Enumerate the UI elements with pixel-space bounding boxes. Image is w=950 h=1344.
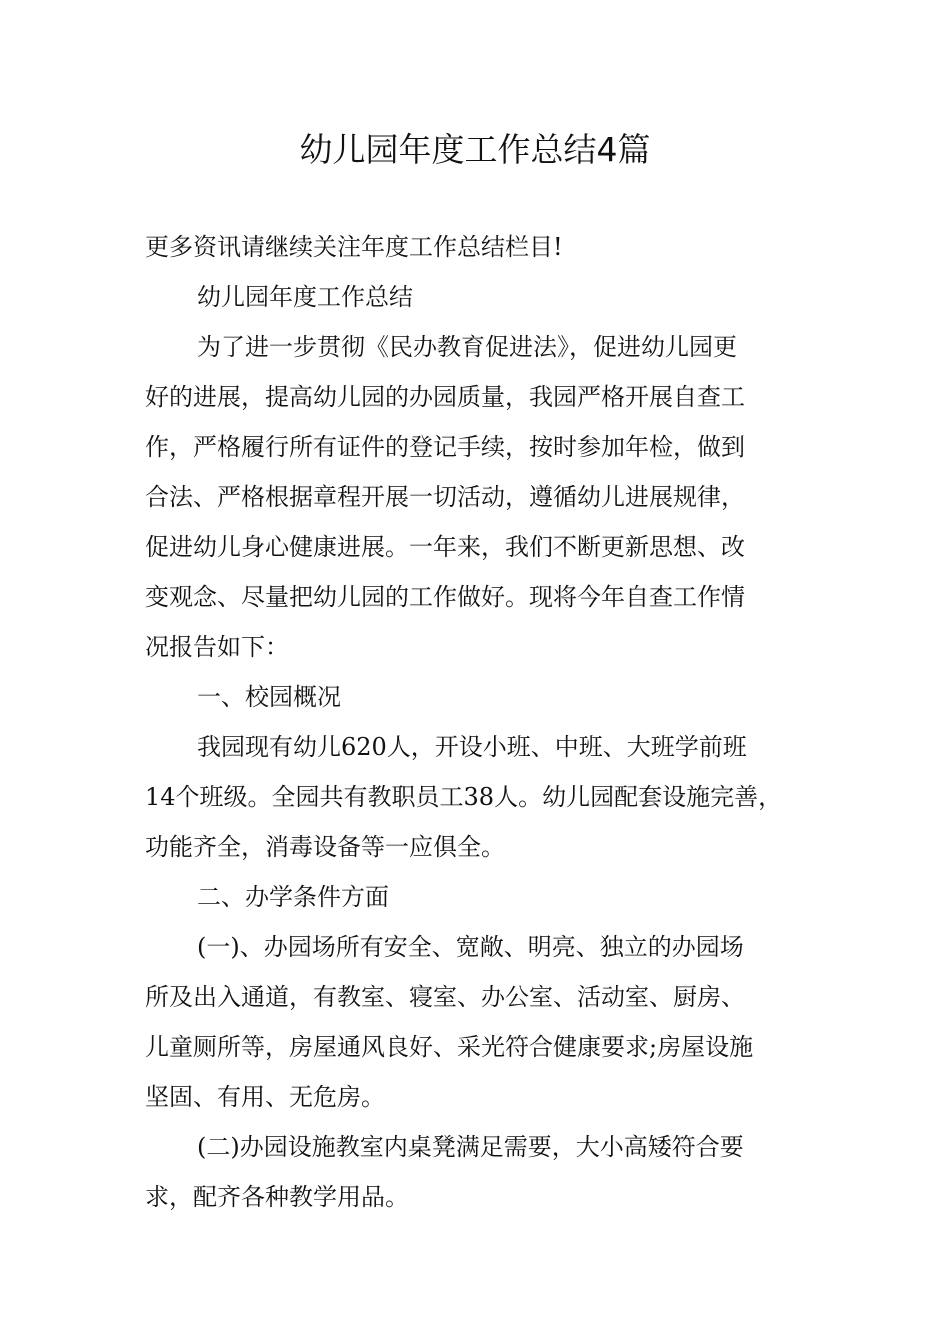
- section-heading: 一、校园概况: [197, 683, 341, 711]
- subtitle-line: 幼儿园年度工作总结: [197, 283, 413, 311]
- intro-line: 更多资讯请继续关注年度工作总结栏目!: [145, 233, 563, 261]
- paragraph-line: 促进幼儿身心健康进展。一年来，我们不断更新思想、改: [145, 533, 745, 561]
- paragraph-line: (二)办园设施教室内桌凳满足需要，大小高矮符合要: [197, 1133, 744, 1161]
- paragraph-line: 合法、严格根据章程开展一切活动，遵循幼儿进展规律，: [145, 483, 745, 511]
- paragraph-line: 功能齐全，消毒设备等一应俱全。: [145, 833, 505, 861]
- paragraph-line: 况报告如下：: [145, 633, 289, 661]
- paragraph-line: 坚固、有用、无危房。: [145, 1083, 385, 1111]
- paragraph-line: 所及出入通道，有教室、寝室、办公室、活动室、厨房、: [145, 983, 745, 1011]
- paragraph-line: (一)、办园场所有安全、宽敞、明亮、独立的办园场: [197, 933, 744, 961]
- paragraph-line: 我园现有幼儿620人，开设小班、中班、大班学前班: [197, 733, 747, 761]
- paragraph-line: 变观念、尽量把幼儿园的工作做好。现将今年自查工作情: [145, 583, 745, 611]
- paragraph-line: 14个班级。全园共有教职员工38人。幼儿园配套设施完善，: [145, 783, 783, 811]
- paragraph-line: 作，严格履行所有证件的登记手续，按时参加年检，做到: [145, 433, 745, 461]
- paragraph-line: 好的进展，提高幼儿园的办园质量，我园严格开展自查工: [145, 383, 745, 411]
- paragraph-line: 求，配齐各种教学用品。: [145, 1183, 409, 1211]
- document-body: [145, 222, 825, 1222]
- paragraph-line: 为了进一步贯彻《民办教育促进法》，促进幼儿园更: [197, 333, 737, 361]
- section-heading: 二、办学条件方面: [197, 883, 389, 911]
- paragraph-line: 儿童厕所等，房屋通风良好、采光符合健康要求;房屋设施: [145, 1033, 754, 1061]
- document-title: 幼儿园年度工作总结4篇: [299, 130, 651, 169]
